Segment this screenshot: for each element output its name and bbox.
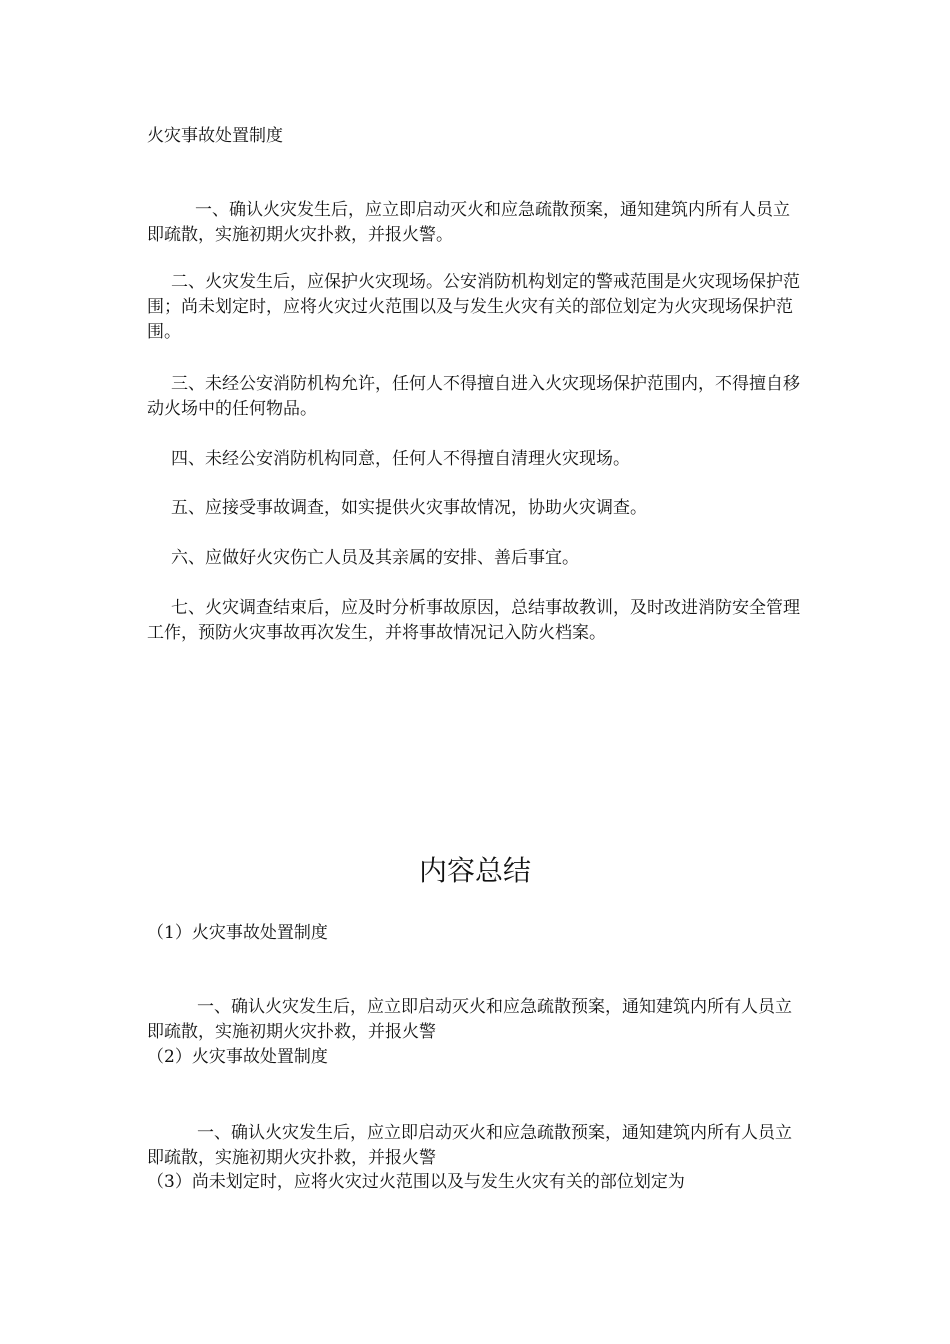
summary-item-1-title: （1）火灾事故处置制度 [147,923,328,943]
paragraph-2: 二、火灾发生后，应保护火灾现场。公安消防机构划定的警戒范围是火灾现场保护范围；尚未划定时，应将火灾过火范围以及与发生火灾有关的部位划定为火灾现场保护范围。 [147,272,800,342]
summary-item-2-title: （2）火灾事故处置制度 [147,1047,328,1067]
paragraph-6: 六、应做好火灾伤亡人员及其亲属的安排、善后事宜。 [171,548,579,568]
summary-heading: 内容总结 [418,854,531,887]
paragraph-1: 一、确认火灾发生后，应立即启动灭火和应急疏散预案，通知建筑内所有人员立即疏散，实施初期火灾扑救，并报火警。 [147,200,790,245]
summary-item-3-title: （3）尚未划定时，应将火灾过火范围以及与发生火灾有关的部位划定为 [147,1172,685,1192]
paragraph-3: 三、未经公安消防机构允许，任何人不得擅自进入火灾现场保护范围内，不得擅自移动火场中的任何物品。 [147,374,800,419]
paragraph-4: 四、未经公安消防机构同意，任何人不得擅自清理火灾现场。 [171,449,630,469]
paragraph-5: 五、应接受事故调查，如实提供火灾事故情况，协助火灾调查。 [171,498,647,518]
paragraph-7: 七、火灾调查结束后，应及时分析事故原因，总结事故教训，及时改进消防安全管理工作，预防火灾事故再次发生，并将事故情况记入防火档案。 [147,598,800,643]
summary-item-1-body: 一、确认火灾发生后，应立即启动灭火和应急疏散预案，通知建筑内所有人员立即疏散，实施初期火灾扑救，并报火警 [147,997,792,1042]
summary-item-2-body: 一、确认火灾发生后，应立即启动灭火和应急疏散预案，通知建筑内所有人员立即疏散，实施初期火灾扑救，并报火警 [147,1123,792,1168]
document-title: 火灾事故处置制度 [147,126,283,146]
